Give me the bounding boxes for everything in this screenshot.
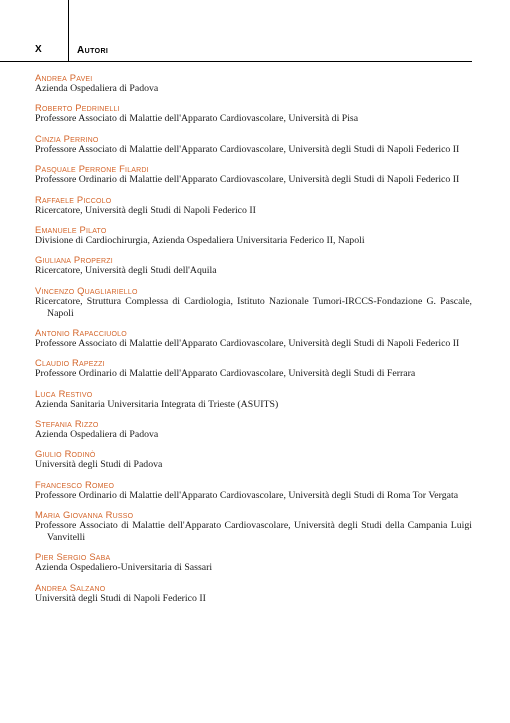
author-name: Giuliana Properzi [35, 254, 113, 266]
page-header [0, 0, 510, 62]
author-name: Roberto Pedrinelli [35, 102, 120, 114]
author-name: Cinzia Perrino [35, 132, 99, 144]
author-entry [35, 357, 472, 380]
author-affiliation: Ricercatore, Università degli Studi dell'Aquila [35, 265, 217, 277]
author-entry [35, 388, 472, 411]
running-head: Autori [77, 45, 109, 56]
author-name: Emanuele Pilato [35, 223, 107, 235]
author-entry [35, 102, 472, 125]
header-horizontal-rule [0, 61, 472, 62]
header-vertical-rule [68, 0, 69, 61]
author-entry [35, 72, 472, 95]
author-name: Raffaele Piccolo [35, 193, 112, 205]
author-name: Antonio Rapacciuolo [35, 326, 127, 338]
author-affiliation: Ricercatore, Università degli Studi di Napoli Federico II [35, 204, 256, 216]
author-name: Francesco Romeo [35, 478, 115, 490]
author-affiliation: Professore Associato di Malattie dell'Apparato Cardiovascolare, Università degli Studi di Napoli Federico II [35, 337, 460, 349]
author-entry [35, 582, 472, 605]
author-affiliation: Azienda Ospedaliero-Universitaria di Sassari [35, 562, 213, 574]
author-entry [35, 285, 472, 320]
author-affiliation: Professore Ordinario di Malattie dell'Apparato Cardiovascolare, Università degli Studi di Roma Tor Vergata [35, 489, 459, 501]
author-affiliation: Professore Associato di Malattie dell'Apparato Cardiovascolare, Università degli Studi della Campania Luigi Vanvitelli [35, 520, 472, 544]
author-affiliation: Professore Associato di Malattie dell'Apparato Cardiovascolare, Università di Pisa [35, 113, 359, 125]
author-name: Pier Sergio Saba [35, 551, 111, 563]
author-affiliation: Università degli Studi di Padova [35, 459, 163, 471]
author-name: Vincenzo Quagliariello [35, 284, 138, 296]
author-affiliation: Azienda Ospedaliera di Padova [35, 83, 159, 94]
author-affiliation: Professore Associato di Malattie dell'Apparato Cardiovascolare, Università degli Studi di Napoli Federico II [35, 143, 460, 155]
author-affiliation: Azienda Sanitaria Universitaria Integrata di Trieste (ASUITS) [35, 398, 279, 410]
author-entry [35, 551, 472, 574]
author-affiliation: Ricercatore, Struttura Complessa di Cardiologia, Istituto Nazionale Tumori-IRCCS-Fondazione G. Pascale, Napoli [35, 295, 472, 319]
author-entry [35, 133, 472, 156]
author-name: Giulio Rodinò [35, 448, 96, 460]
author-entry [35, 448, 472, 471]
author-name: Maria Giovanna Russo [35, 509, 134, 521]
author-name: Andrea Salzano [35, 581, 106, 593]
author-name: Luca Restivo [35, 387, 93, 399]
author-affiliation: Università degli Studi di Napoli Federico II [35, 592, 206, 604]
author-entry [35, 194, 472, 217]
author-name: Andrea Pavei [35, 72, 93, 83]
author-affiliation: Professore Ordinario di Malattie dell'Apparato Cardiovascolare, Università degli Studi di Ferrara [35, 368, 416, 380]
author-affiliation: Azienda Ospedaliera di Padova [35, 429, 159, 441]
author-entry [35, 224, 472, 247]
author-entry [35, 254, 472, 277]
author-entry [35, 327, 472, 350]
author-entry [35, 418, 472, 441]
page-number: X [35, 44, 43, 55]
author-name: Pasquale Perrone Filardi [35, 163, 149, 175]
author-affiliation: Divisione di Cardiochirurgia, Azienda Ospedaliera Universitaria Federico II, Napoli [35, 234, 365, 246]
author-entry [35, 163, 472, 186]
author-affiliation: Professore Ordinario di Malattie dell'Apparato Cardiovascolare, Università degli Studi di Napoli Federico II [35, 174, 460, 186]
author-entry [35, 509, 472, 544]
author-name: Claudio Rapezzi [35, 357, 105, 369]
author-list [35, 72, 472, 612]
author-entry [35, 479, 472, 502]
author-name: Stefania Rizzo [35, 418, 99, 430]
